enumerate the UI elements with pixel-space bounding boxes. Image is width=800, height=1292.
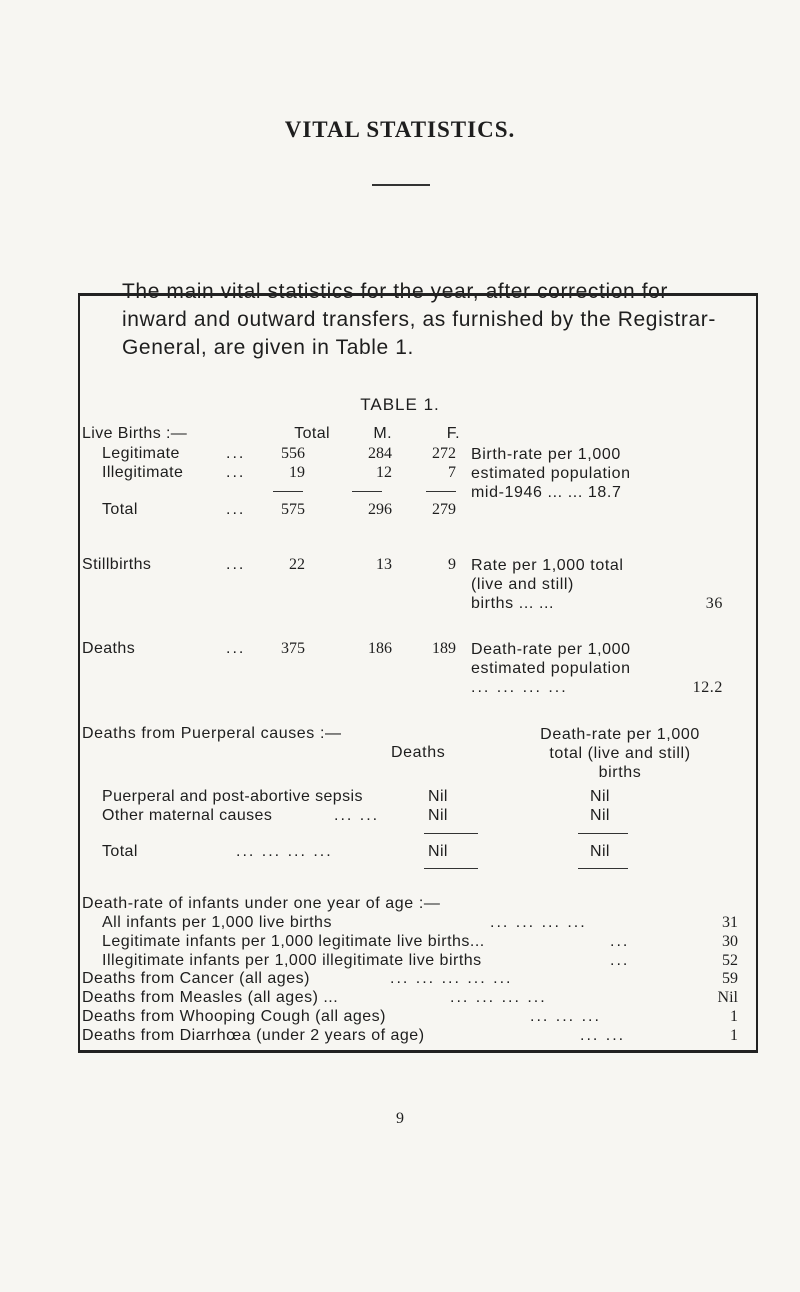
cell-f: 9	[448, 556, 456, 573]
cell-deaths: Nil	[428, 788, 448, 805]
cell-f: 189	[432, 640, 456, 657]
col-deaths-header: Deaths	[391, 744, 446, 761]
leader-dots: ...	[226, 556, 246, 573]
header-line: births	[598, 764, 642, 781]
note-line: estimated population	[471, 660, 631, 677]
note-line: Rate per 1,000 total	[471, 557, 624, 574]
cell-f: 272	[432, 445, 456, 462]
total-rule	[578, 868, 628, 869]
puerperal-heading: Deaths from Puerperal causes :—	[82, 725, 342, 742]
infant-heading: Death-rate of infants under one year of age :—	[82, 895, 441, 912]
cell-m: 296	[368, 501, 392, 518]
cell-value: 1	[730, 1008, 738, 1025]
total-rule	[424, 833, 478, 834]
page-number: 9	[396, 1110, 404, 1127]
leader-dots: ... ... ... ...	[490, 914, 587, 931]
cell-value: 59	[722, 970, 738, 987]
birth-rate-note	[471, 445, 751, 502]
leader-dots: ... ... ... ...	[450, 989, 547, 1006]
row-label: Other maternal causes	[102, 807, 273, 824]
cell-value: 30	[722, 933, 738, 950]
cell-total: 19	[289, 464, 305, 481]
cell-value: Nil	[717, 989, 738, 1006]
note-line: Death-rate per 1,000	[471, 641, 631, 658]
cell-m: 12	[376, 464, 392, 481]
total-rule	[424, 868, 478, 869]
row-label: Legitimate	[102, 445, 180, 462]
row-label: Deaths from Whooping Cough (all ages)	[82, 1008, 386, 1025]
leader-dots: ... ... ... ...	[236, 843, 333, 860]
leader-dots: ... ... ...	[530, 1008, 601, 1025]
note-line: mid-1946 ... ... 18.7	[471, 484, 622, 501]
row-label: Deaths from Diarrhœa (under 2 years of age)	[82, 1027, 425, 1044]
intro-line: General, are given in Table 1.	[122, 336, 414, 359]
col-total-header: Total	[294, 425, 330, 442]
total-rule	[578, 833, 628, 834]
live-births-heading: Live Births :—	[82, 425, 188, 442]
cell-deaths: Nil	[428, 807, 448, 824]
note-line: births ... ...	[471, 595, 555, 612]
title-underline	[372, 184, 430, 186]
col-f-header: F.	[446, 425, 460, 442]
cell-value: 31	[722, 914, 738, 931]
col-rate-header	[488, 725, 752, 782]
row-label: Total	[102, 843, 138, 860]
note-line: estimated population	[471, 465, 631, 482]
leader-dots: ...	[610, 933, 630, 950]
stillbirth-rate-note	[471, 556, 751, 613]
row-label: Deaths from Measles (all ages) ...	[82, 989, 339, 1006]
cell-total: 575	[281, 501, 305, 518]
leader-dots: ...	[610, 952, 630, 969]
subtotal-rule	[426, 491, 456, 492]
intro-line: The main vital statistics for the year, after correction for	[122, 280, 669, 303]
cell-deaths: Nil	[428, 843, 448, 860]
leader-dots: ... ...	[580, 1027, 626, 1044]
col-m-header: M.	[373, 425, 392, 442]
leader-dots: ... ... ... ... ...	[390, 970, 513, 987]
cell-rate: Nil	[590, 807, 610, 824]
table-title: TABLE 1.	[360, 395, 440, 414]
note-line: Birth-rate per 1,000	[471, 446, 621, 463]
leader-dots: ...	[226, 640, 246, 657]
cell-total: 375	[281, 640, 305, 657]
row-label: Illegitimate	[102, 464, 184, 481]
row-label: All infants per 1,000 live births	[102, 914, 332, 931]
leader-dots: ...	[226, 464, 246, 481]
death-rate-value: 12.2	[692, 679, 723, 696]
cell-m: 284	[368, 445, 392, 462]
death-rate-note	[471, 640, 751, 697]
cell-total: 556	[281, 445, 305, 462]
cell-f: 7	[448, 464, 456, 481]
row-label: Legitimate infants per 1,000 legitimate live births...	[102, 933, 485, 950]
leader-dots: ... ... ... ...	[471, 679, 568, 696]
stillbirths-label: Stillbirths	[82, 556, 152, 573]
header-line: total (live and still)	[549, 745, 691, 762]
cell-total: 22	[289, 556, 305, 573]
stillbirth-rate-value: 36	[705, 595, 723, 612]
cell-value: 52	[722, 952, 738, 969]
cell-rate: Nil	[590, 843, 610, 860]
row-label: Total	[102, 501, 138, 518]
note-line: (live and still)	[471, 576, 574, 593]
intro-line: inward and outward transfers, as furnished by the Registrar-	[122, 308, 716, 331]
row-label: Puerperal and post-abortive sepsis	[102, 788, 363, 805]
cell-m: 186	[368, 640, 392, 657]
header-line: Death-rate per 1,000	[540, 726, 700, 743]
subtotal-rule	[352, 491, 382, 492]
cell-rate: Nil	[590, 788, 610, 805]
deaths-label: Deaths	[82, 640, 136, 657]
cell-f: 279	[432, 501, 456, 518]
page-title: VITAL STATISTICS.	[284, 117, 516, 142]
row-label: Deaths from Cancer (all ages)	[82, 970, 310, 987]
cell-value: 1	[730, 1027, 738, 1044]
cell-m: 13	[376, 556, 392, 573]
subtotal-rule	[273, 491, 303, 492]
leader-dots: ...	[226, 501, 246, 518]
leader-dots: ...	[226, 445, 246, 462]
row-label: Illegitimate infants per 1,000 illegitimate live births	[102, 952, 482, 969]
leader-dots: ... ...	[334, 807, 380, 824]
